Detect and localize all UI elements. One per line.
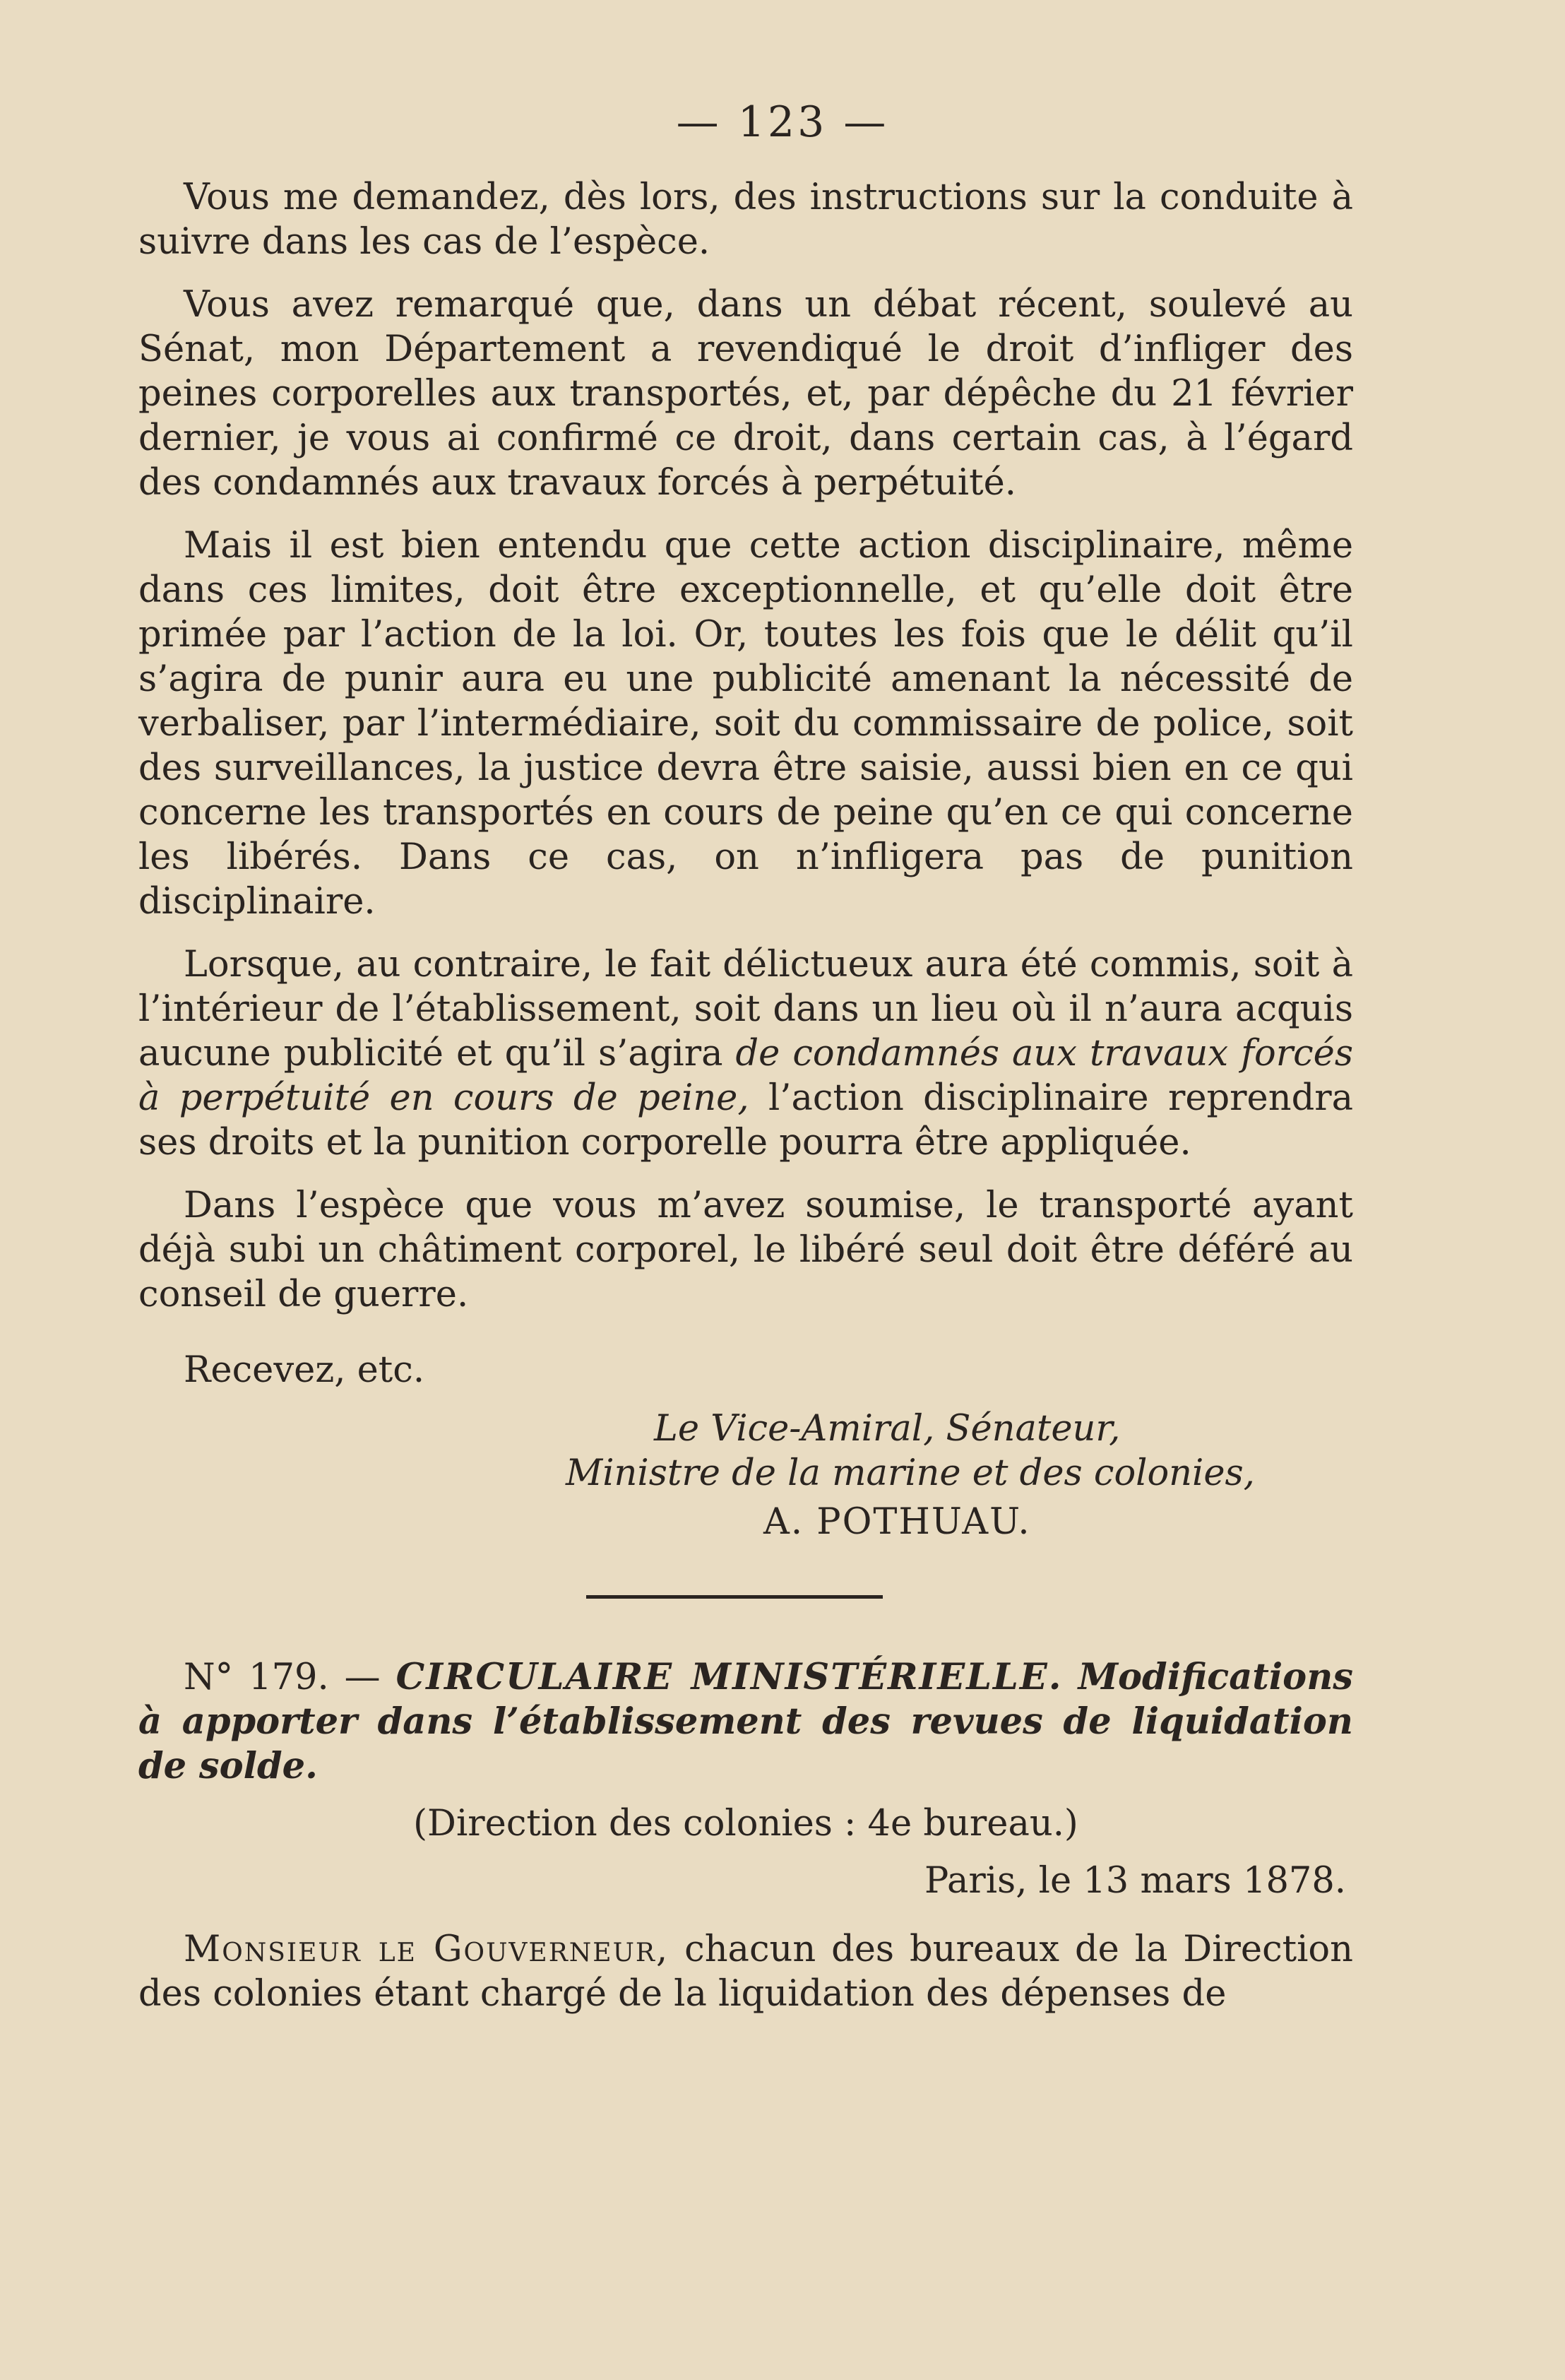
- paragraph-4-start: Lorsque, au contraire, le fait délictueux aura été commis, soit à l’intérieur de l’établissement, soit dans un lieu où il n’aura acquis aucune publicité et qu’il s’agira: [138, 944, 1353, 1074]
- circular-number: N° 179. —: [184, 1657, 381, 1698]
- circular-section: [138, 1655, 1353, 2016]
- circular-subject: Modifications à apporter dans l’établissement des revues de liquidation de solde.: [138, 1656, 1353, 1787]
- salutation: Monsieur le Gouverneur,: [184, 1929, 670, 1970]
- signature-title: Le Vice-Amiral, Sénateur,: [654, 1408, 1121, 1450]
- signature-role: Ministre de la marine et des colonies,: [566, 1452, 1255, 1494]
- paragraph-4: [138, 942, 1353, 1165]
- paragraph-2: Vous avez remarqué que, dans un débat récent, soulevé au Sénat, mon Département a revendiqué le droit d’infliger des peines corporelles aux transportés, et, par dépêche du 21 février dernier, je vous ai confirmé ce droit, dans certain cas, à l’égard des condamnés aux travaux forcés à perpétuité.: [138, 284, 1353, 504]
- section-divider: [586, 1595, 883, 1599]
- paragraph-4-end: l’action disciplinaire reprendra ses droits et la punition corporelle pourra être appliquée.: [138, 1077, 1354, 1164]
- circular-label: CIRCULAIRE MINISTÉRIELLE.: [395, 1656, 1063, 1698]
- paragraph-5: Dans l’espèce que vous m’avez soumise, le transporté ayant déjà subi un châtiment corporel, le libéré seul doit être déféré au conseil de guerre.: [138, 1185, 1353, 1315]
- circular-heading: [138, 1655, 1353, 1789]
- paragraph-4-italic: de condamnés aux travaux forcés à perpétuité en cours de peine,: [138, 1033, 1354, 1119]
- paragraph-6-text: chacun des bureaux de la Direction des colonies étant chargé de la liquidation des dépenses de: [138, 1929, 1353, 2015]
- closing-formula: Recevez, etc.: [184, 1349, 425, 1391]
- page-number: — 123 —: [676, 97, 889, 147]
- direction-line: (Direction des colonies : 4e bureau.): [413, 1803, 1078, 1845]
- paragraph-6: [138, 1927, 1353, 2016]
- signature-name: A. POTHUAU.: [763, 1501, 1031, 1543]
- date-line: Paris, le 13 mars 1878.: [924, 1860, 1346, 1902]
- paragraph-3: Mais il est bien entendu que cette action disciplinaire, même dans ces limites, doit être exceptionnelle, et qu’elle doit être primée par l’action de la loi. Or, toutes les fois que le délit qu’il s’agira de punir aura eu une publicité amenant la nécessité de verbaliser, par l’intermédiaire, soit du commissaire de police, soit des surveillances, la justice devra être saisie, aussi bien en ce qui concerne les transportés en cours de peine qu’en ce qui concerne les libérés. Dans ce cas, on n’infligera pas de punition disciplinaire.: [138, 525, 1353, 923]
- paragraph-1: Vous me demandez, dès lors, des instructions sur la conduite à suivre dans les cas de l’espèce.: [138, 177, 1353, 263]
- upper-body: [138, 175, 1353, 1544]
